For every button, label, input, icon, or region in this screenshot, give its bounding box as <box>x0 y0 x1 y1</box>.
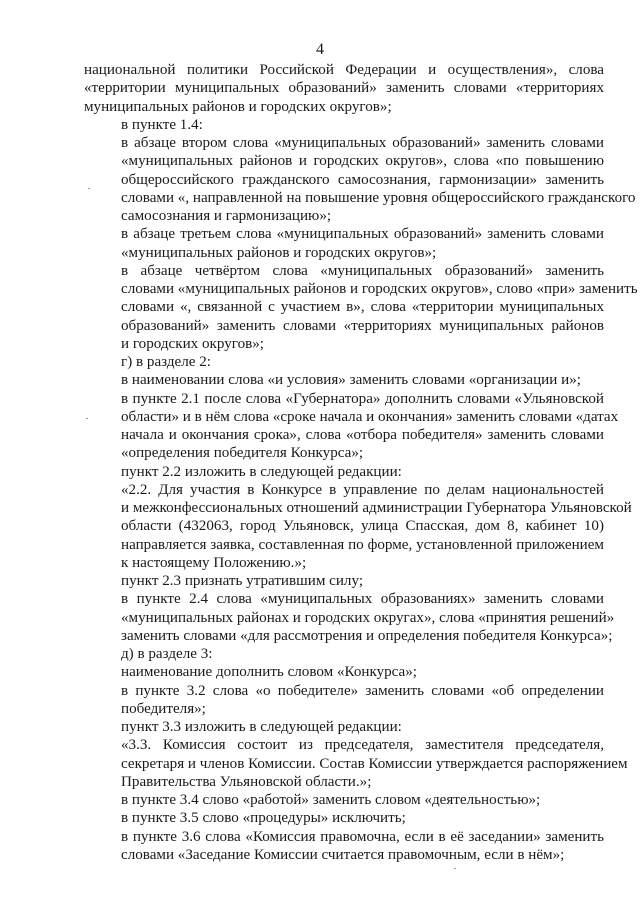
text-line: «муниципальных районах и городских округах», слова «принятия решений» <box>121 609 615 626</box>
text-line: общероссийского гражданского самосознания, гармонизации» заменить <box>121 171 604 188</box>
page-number: 4 <box>316 41 324 58</box>
paragraph <box>84 116 604 134</box>
text-line: самосознания и гармонизацию»; <box>121 208 332 224</box>
text-line: направляется заявка, составленная по форме, установленной приложением <box>121 536 604 553</box>
text-line: в пункте 3.6 слова «Комиссия правомочна, если в её заседании» заменить <box>121 828 604 845</box>
paragraph <box>84 718 604 736</box>
text-line: в пункте 3.2 слова «о победителе» заменить словами «об определении <box>121 682 604 699</box>
text-line: секретаря и членов Комиссии. Состав Комиссии утверждается распоряжением <box>121 755 628 772</box>
text-line: д) в разделе 3: <box>121 646 213 662</box>
paragraph <box>84 463 604 481</box>
text-line: победителя»; <box>121 700 206 717</box>
text-line: в наименовании слова «и условия» заменить словами «организации и»; <box>121 372 581 389</box>
text-line: словами «Заседание Комиссии считается правомочным, если в нём»; <box>121 846 565 863</box>
text-line: в пункте 3.4 слово «работой» заменить словом «деятельностью»; <box>121 792 541 808</box>
text-line: г) в разделе 2: <box>121 354 211 370</box>
paragraph <box>84 371 604 389</box>
paragraph <box>84 262 638 353</box>
paragraph <box>84 572 604 590</box>
paragraph <box>84 809 604 827</box>
text-line: образований» заменить словами «территориях муниципальных районов <box>121 317 604 334</box>
paragraph <box>84 828 604 865</box>
paragraph <box>84 645 604 663</box>
paragraph <box>84 225 604 262</box>
paragraph <box>84 390 619 463</box>
text-line: муниципальных районов и городских округов»; <box>84 98 392 115</box>
text-line: в абзаце втором слова «муниципальных образований» заменить словами <box>121 135 604 151</box>
text-line: начала и окончания срока», слова «отбора победителя» заменить словами <box>121 427 604 443</box>
text-line: «муниципальных районов и городских округов», слова «по повышению <box>121 153 604 170</box>
text-line: и городских округов»; <box>121 335 264 352</box>
text-line: области» и в нём слова «сроке начала и окончания» заменить словами «датах <box>121 408 619 425</box>
text-line: в пункте 1.4: <box>121 116 203 133</box>
paragraph <box>84 663 604 681</box>
text-line: «территории муниципальных образований» заменить словами «территориях <box>84 80 604 97</box>
text-line: в пункте 3.5 слово «процедуры» исключить; <box>121 810 406 827</box>
text-line: «муниципальных районов и городских округов»; <box>121 244 437 261</box>
paragraph <box>84 481 632 572</box>
text-line: к настоящему Положению.»; <box>121 554 307 571</box>
text-line: Правительства Ульяновской области.»; <box>121 773 372 790</box>
paragraph <box>84 682 604 719</box>
paragraph <box>84 353 604 371</box>
text-line: в абзаце четвёртом слова «муниципальных образований» заменить <box>121 262 604 279</box>
paragraph <box>84 791 604 809</box>
paragraph <box>84 590 615 645</box>
text-line: «2.2. Для участия в Конкурсе в управление по делам национальностей <box>121 481 604 498</box>
text-line: пункт 2.2 изложить в следующей редакции: <box>121 463 402 480</box>
text-line: пункт 3.3 изложить в следующей редакции: <box>121 719 402 735</box>
text-line: словами «, направленной на повышение уровня общероссийского гражданского <box>121 189 636 206</box>
paragraph <box>84 736 628 791</box>
text-line: в пункте 2.4 слова «муниципальных образованиях» заменить словами <box>121 591 604 608</box>
scan-speck <box>454 868 456 869</box>
text-line: и межконфессиональных отношений администрации Губернатора Ульяновской <box>121 500 632 516</box>
text-line: пункт 2.3 признать утратившим силу; <box>121 573 364 589</box>
text-line: национальной политики Российской Федерации и осуществления», слова <box>84 62 604 78</box>
scan-speck <box>88 188 90 189</box>
text-line: в пункте 2.1 после слова «Губернатора» дополнить словами «Ульяновской <box>121 390 604 407</box>
text-line: наименование дополнить словом «Конкурса»; <box>121 664 417 681</box>
text-line: словами «, связанной с участием в», слова «территории муниципальных <box>121 299 604 316</box>
text-line: «3.3. Комиссия состоит из председателя, заместителя председателя, <box>121 737 604 754</box>
text-line: области (432063, город Ульяновск, улица Спасская, дом 8, кабинет 10) <box>121 518 604 535</box>
document-body <box>84 61 638 864</box>
text-line: заменить словами «для рассмотрения и определения победителя Конкурса»; <box>121 627 613 644</box>
paragraph <box>84 134 636 225</box>
text-line: «определения победителя Конкурса»; <box>121 445 364 462</box>
text-line: в абзаце третьем слова «муниципальных образований» заменить словами <box>121 226 604 243</box>
text-line: словами «муниципальных районов и городских округов», слово «при» заменить <box>121 281 638 297</box>
scan-speck <box>86 418 88 419</box>
paragraph <box>84 61 604 116</box>
